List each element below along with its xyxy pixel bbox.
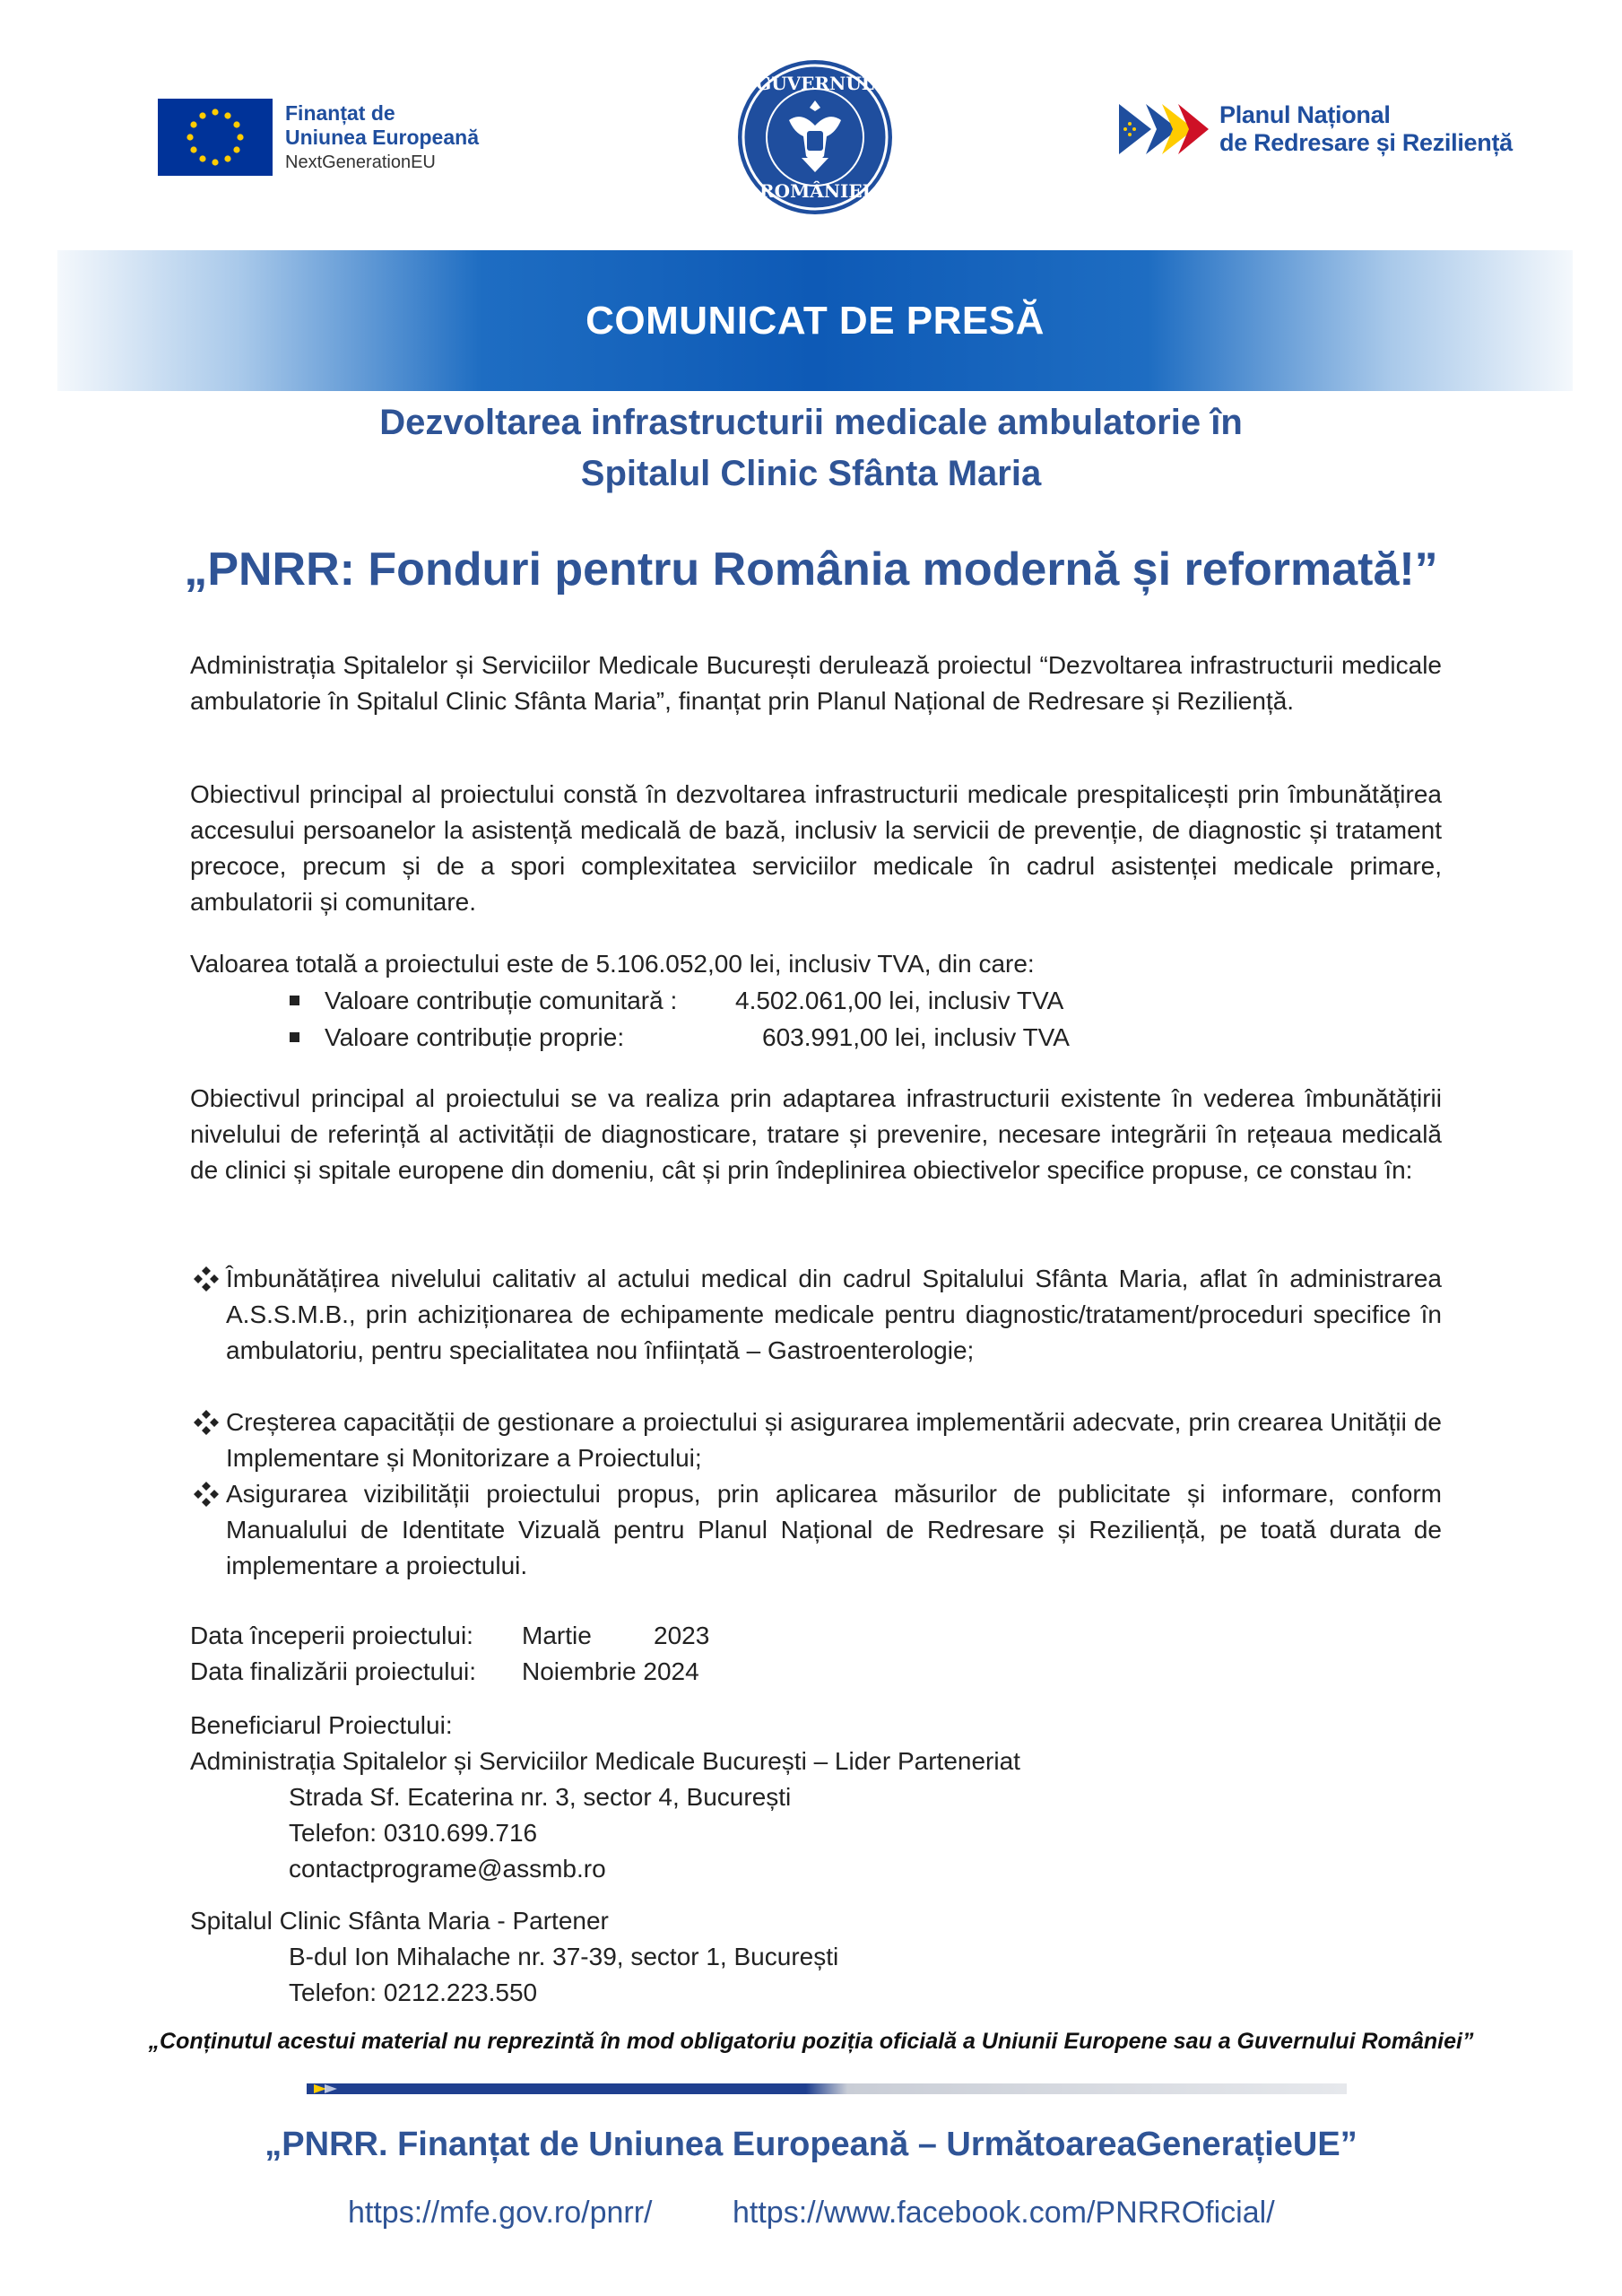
- partner-phone: Telefon: 0212.223.550: [289, 1979, 538, 2006]
- square-bullet-icon: [290, 996, 299, 1005]
- eu-logo-line1: Finanțat de: [285, 101, 395, 126]
- contribution-label: Valoare contribuție comunitară :: [325, 987, 678, 1014]
- svg-text:GUVERNUL: GUVERNUL: [756, 73, 874, 94]
- pnrr-logo-line2: de Redresare și Reziliență: [1219, 129, 1513, 156]
- list-item: [190, 1261, 1442, 1369]
- leader-address: Strada Sf. Ecaterina nr. 3, sector 4, București: [289, 1783, 792, 1811]
- diamond-bullet-icon: [190, 1406, 222, 1439]
- pnrr-website-link[interactable]: https://mfe.gov.ro/pnrr/: [348, 2196, 653, 2230]
- diamond-bullet-icon: [190, 1478, 222, 1510]
- start-date-year: 2023: [654, 1622, 710, 1649]
- objective-item-text: Îmbunătățirea nivelului calitativ al actului medical din cadrul Spitalului Sfânta Maria, aflat în administrarea A.S.S.M.B., prin achiziționarea de echipamente medicale pentru diagnostic/tratament/proceduri specifice în ambulatoriu, pentru specialitatea nou înființată – Gastroenterologie;: [226, 1265, 1442, 1364]
- beneficiary-leader: Administrația Spitalelor și Serviciilor Medicale București – Lider Parteneriat: [190, 1747, 1020, 1775]
- banner-title: COMUNICAT DE PRESĂ: [585, 298, 1045, 343]
- eu-logo-line2: Uniunea Europeană: [285, 125, 479, 149]
- facebook-link[interactable]: https://www.facebook.com/PNRROficial/: [733, 2196, 1275, 2230]
- pnrr-logo-line1: Planul Național: [1219, 100, 1391, 128]
- slogan: „PNRR: Fonduri pentru România modernă și reformată!”: [184, 544, 1438, 596]
- leader-email: contactprograme@assmb.ro: [289, 1855, 606, 1883]
- objective-item-text: Asigurarea vizibilității proiectului propus, prin aplicarea măsurilor de publicitate și informare, conform Manualului de Identitate Vizuală pentru Planul Național de Redresare și Reziliență, pe toată durata de implementare a proiectului.: [226, 1480, 1442, 1579]
- list-item: [190, 1476, 1442, 1584]
- press-release-banner: [57, 250, 1573, 391]
- disclaimer-text: „Conținutul acestui material nu reprezintă în mod obligatoriu poziția oficială a Uniunii Europene sau a Guvernului României”: [148, 2029, 1474, 2054]
- partner-name: Spitalul Clinic Sfânta Maria - Partener: [190, 1907, 609, 1935]
- project-title-line2: Spitalul Clinic Sfânta Maria: [580, 454, 1042, 493]
- government-seal-icon: [735, 57, 895, 217]
- list-item: [190, 1405, 1442, 1476]
- eu-funding-logo: [158, 93, 507, 181]
- square-bullet-icon: [290, 1032, 299, 1042]
- project-title-line1: Dezvoltarea infrastructurii medicale ambulatorie în: [379, 403, 1243, 442]
- contribution-value: 4.502.061,00 lei, inclusiv TVA: [735, 987, 1064, 1014]
- beneficiary-heading: Beneficiarul Proiectului:: [190, 1711, 453, 1739]
- footer-slogan: „PNRR. Finanțat de Uniunea Europeană – UrmătoareaGenerațieUE”: [265, 2126, 1357, 2163]
- eu-logo-line3: NextGenerationEU: [285, 152, 436, 172]
- contribution-value: 603.991,00 lei, inclusiv TVA: [762, 1023, 1070, 1051]
- objective-paragraph: Obiectivul principal al proiectului constă în dezvoltarea infrastructurii medicale prespitalicești prin îmbunătățirea accesului persoanelor la asistență medicală de bază, inclusiv la servicii de prevenție, de diagnostic și tratament precoce, precum și de a spori complexitatea serviciilor medicale în cadrul asistenței medicale primare, ambulatorii și comunitare.: [190, 780, 1442, 916]
- pnrr-arrow-icon: [1119, 104, 1209, 154]
- start-date-month: Martie: [522, 1622, 592, 1649]
- end-date-value: Noiembrie 2024: [522, 1657, 699, 1685]
- leader-phone: Telefon: 0310.699.716: [289, 1819, 538, 1847]
- end-date-label: Data finalizării proiectului:: [190, 1657, 477, 1685]
- eu-flag-icon: [158, 99, 273, 176]
- objective2-paragraph: Obiectivul principal al proiectului se va realiza prin adaptarea infrastructurii existente în vederea îmbunătățirii nivelului de referință al activității de diagnosticare, tratare și prevenire, necesare integrării în rețeaua medicală de clinici și spitale europene din domeniu, cât și prin îndeplinirea obiectivelor specifice propuse, ce constau în:: [190, 1084, 1442, 1184]
- footer-decorative-bar: [307, 2081, 1347, 2097]
- pnrr-logo: [1119, 93, 1514, 165]
- contribution-label: Valoare contribuție proprie:: [325, 1023, 625, 1051]
- svg-text:ROMÂNIEI: ROMÂNIEI: [759, 180, 871, 202]
- partner-address: B-dul Ion Mihalache nr. 37-39, sector 1, București: [289, 1943, 839, 1970]
- total-value-text: Valoarea totală a proiectului este de 5.106.052,00 lei, inclusiv TVA, din care:: [190, 950, 1035, 978]
- objective-item-text: Creșterea capacității de gestionare a proiectului și asigurarea implementării adecvate, prin crearea Unității de Implementare și Monitorizare a Proiectului;: [226, 1408, 1442, 1472]
- diamond-bullet-icon: [190, 1263, 222, 1295]
- intro-paragraph: Administrația Spitalelor și Serviciilor Medicale București derulează proiectul “Dezvoltarea infrastructurii medicale ambulatorie în Spitalul Clinic Sfânta Maria”, finanțat prin Planul Național de Redresare și Reziliență.: [190, 651, 1442, 715]
- start-date-label: Data începerii proiectului:: [190, 1622, 473, 1649]
- project-title: [0, 397, 1622, 500]
